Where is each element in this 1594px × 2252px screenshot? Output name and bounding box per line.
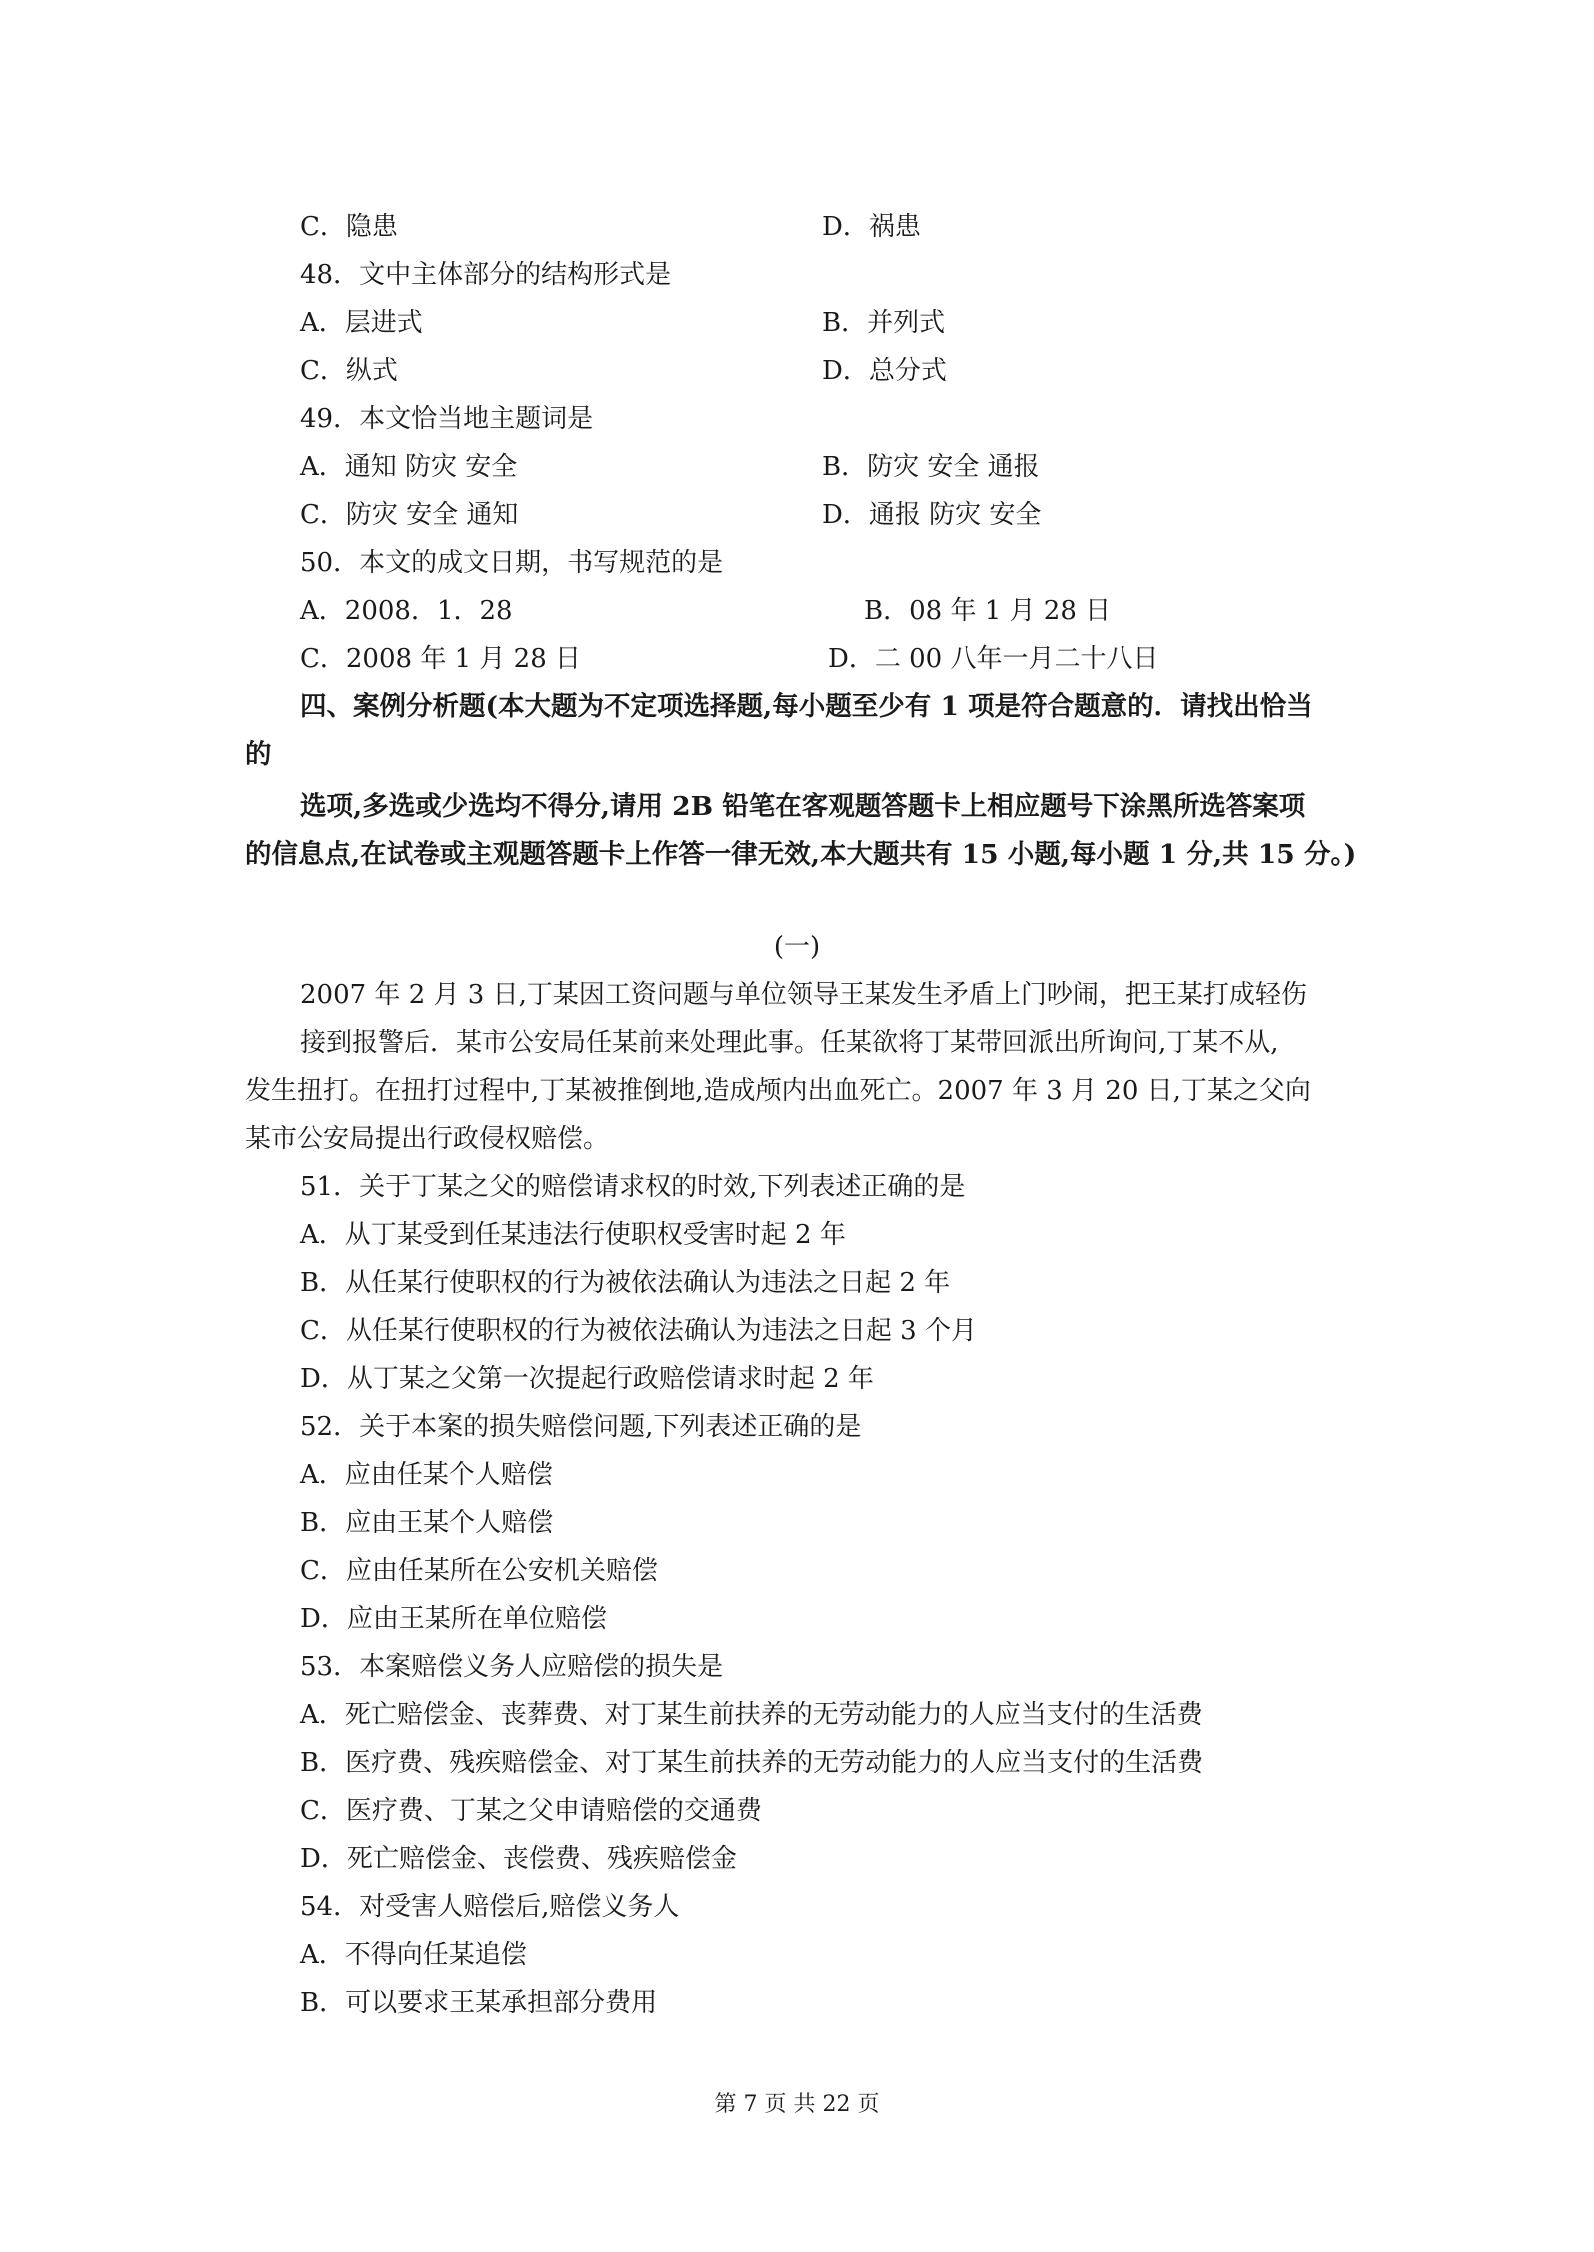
q50-option-a: A．2008．1．28	[300, 596, 513, 626]
q49-option-b: B．防灾 安全 通报	[822, 452, 1040, 482]
q49-option-c: C．防灾 安全 通知	[300, 500, 519, 530]
q50-option-b: B．08 年 1 月 28 日	[864, 596, 1112, 626]
q51-option-a: A．从丁某受到任某违法行使职权受害时起 2 年	[300, 1220, 846, 1250]
q51-option-d: D．从丁某之父第一次提起行政赔偿请求时起 2 年	[300, 1364, 874, 1394]
q52-option-c: C．应由任某所在公安机关赔偿	[300, 1556, 658, 1586]
q51-stem: 51．关于丁某之父的赔偿请求权的时效,下列表述正确的是	[300, 1172, 966, 1202]
q48-option-b: B．并列式	[822, 308, 946, 338]
q52-option-a: A．应由任某个人赔偿	[300, 1460, 553, 1490]
q53-option-b: B．医疗费、残疾赔偿金、对丁某生前扶养的无劳动能力的人应当支付的生活费	[300, 1748, 1204, 1778]
q48-option-c: C．纵式	[300, 356, 398, 386]
q47-option-d: D．祸患	[822, 212, 921, 242]
q53-option-d: D．死亡赔偿金、丧偿费、残疾赔偿金	[300, 1844, 737, 1874]
section4-heading-line2: 的	[245, 739, 272, 770]
section4-heading-line1: 四、案例分析题(本大题为不定项选择题,每小题至少有 1 项是符合题意的．请找出恰当	[300, 691, 1313, 722]
q53-option-a: A．死亡赔偿金、丧葬费、对丁某生前扶养的无劳动能力的人应当支付的生活费	[300, 1700, 1203, 1730]
q50-option-c: C．2008 年 1 月 28 日	[300, 644, 582, 674]
q50-stem: 50．本文的成文日期，书写规范的是	[300, 548, 724, 578]
q52-option-d: D．应由王某所在单位赔偿	[300, 1604, 607, 1634]
q51-option-b: B．从任某行使职权的行为被依法确认为违法之日起 2 年	[300, 1268, 951, 1298]
section4-heading-line3: 选项,多选或少选均不得分,请用 2B 铅笔在客观题答题卡上相应题号下涂黑所选答案项	[300, 791, 1306, 822]
q48-option-a: A．层进式	[300, 308, 423, 338]
case-paragraph-line3: 发生扭打。在扭打过程中,丁某被推倒地,造成颅内出血死亡。2007 年 3 月 20 日,丁某之父向	[245, 1076, 1311, 1106]
q48-stem: 48．文中主体部分的结构形式是	[300, 260, 672, 290]
case-paragraph-line2: 接到报警后．某市公安局任某前来处理此事。任某欲将丁某带回派出所询问,丁某不从,	[300, 1028, 1279, 1058]
q49-stem: 49．本文恰当地主题词是	[300, 404, 594, 434]
q49-option-a: A．通知 防灾 安全	[300, 452, 518, 482]
q51-option-c: C．从任某行使职权的行为被依法确认为违法之日起 3 个月	[300, 1316, 977, 1346]
case-paragraph-line4: 某市公安局提出行政侵权赔偿。	[245, 1124, 610, 1154]
section4-heading-line4: 的信息点,在试卷或主观题答题卡上作答一律无效,本大题共有 15 小题,每小题 1 分,共 15 分。)	[245, 839, 1357, 870]
q47-option-c: C．隐患	[300, 212, 398, 242]
q54-option-a: A．不得向任某追偿	[300, 1940, 527, 1970]
q50-option-d: D．二 00 八年一月二十八日	[828, 644, 1159, 674]
q52-stem: 52．关于本案的损失赔偿问题,下列表述正确的是	[300, 1412, 862, 1442]
case-paragraph-line1: 2007 年 2 月 3 日,丁某因工资问题与单位领导王某发生矛盾上门吵闹，把王某打成轻伤	[300, 980, 1307, 1010]
q53-option-c: C．医疗费、丁某之父申请赔偿的交通费	[300, 1796, 762, 1826]
page-number-footer: 第 7 页 共 22 页	[714, 2092, 880, 2117]
case-heading: (一)	[773, 932, 821, 962]
q49-option-d: D．通报 防灾 安全	[822, 500, 1042, 530]
q54-option-b: B．可以要求王某承担部分费用	[300, 1988, 658, 2018]
q52-option-b: B．应由王某个人赔偿	[300, 1508, 554, 1538]
q53-stem: 53．本案赔偿义务人应赔偿的损失是	[300, 1652, 724, 1682]
q54-stem: 54．对受害人赔偿后,赔偿义务人	[300, 1892, 680, 1922]
q48-option-d: D．总分式	[822, 356, 947, 386]
